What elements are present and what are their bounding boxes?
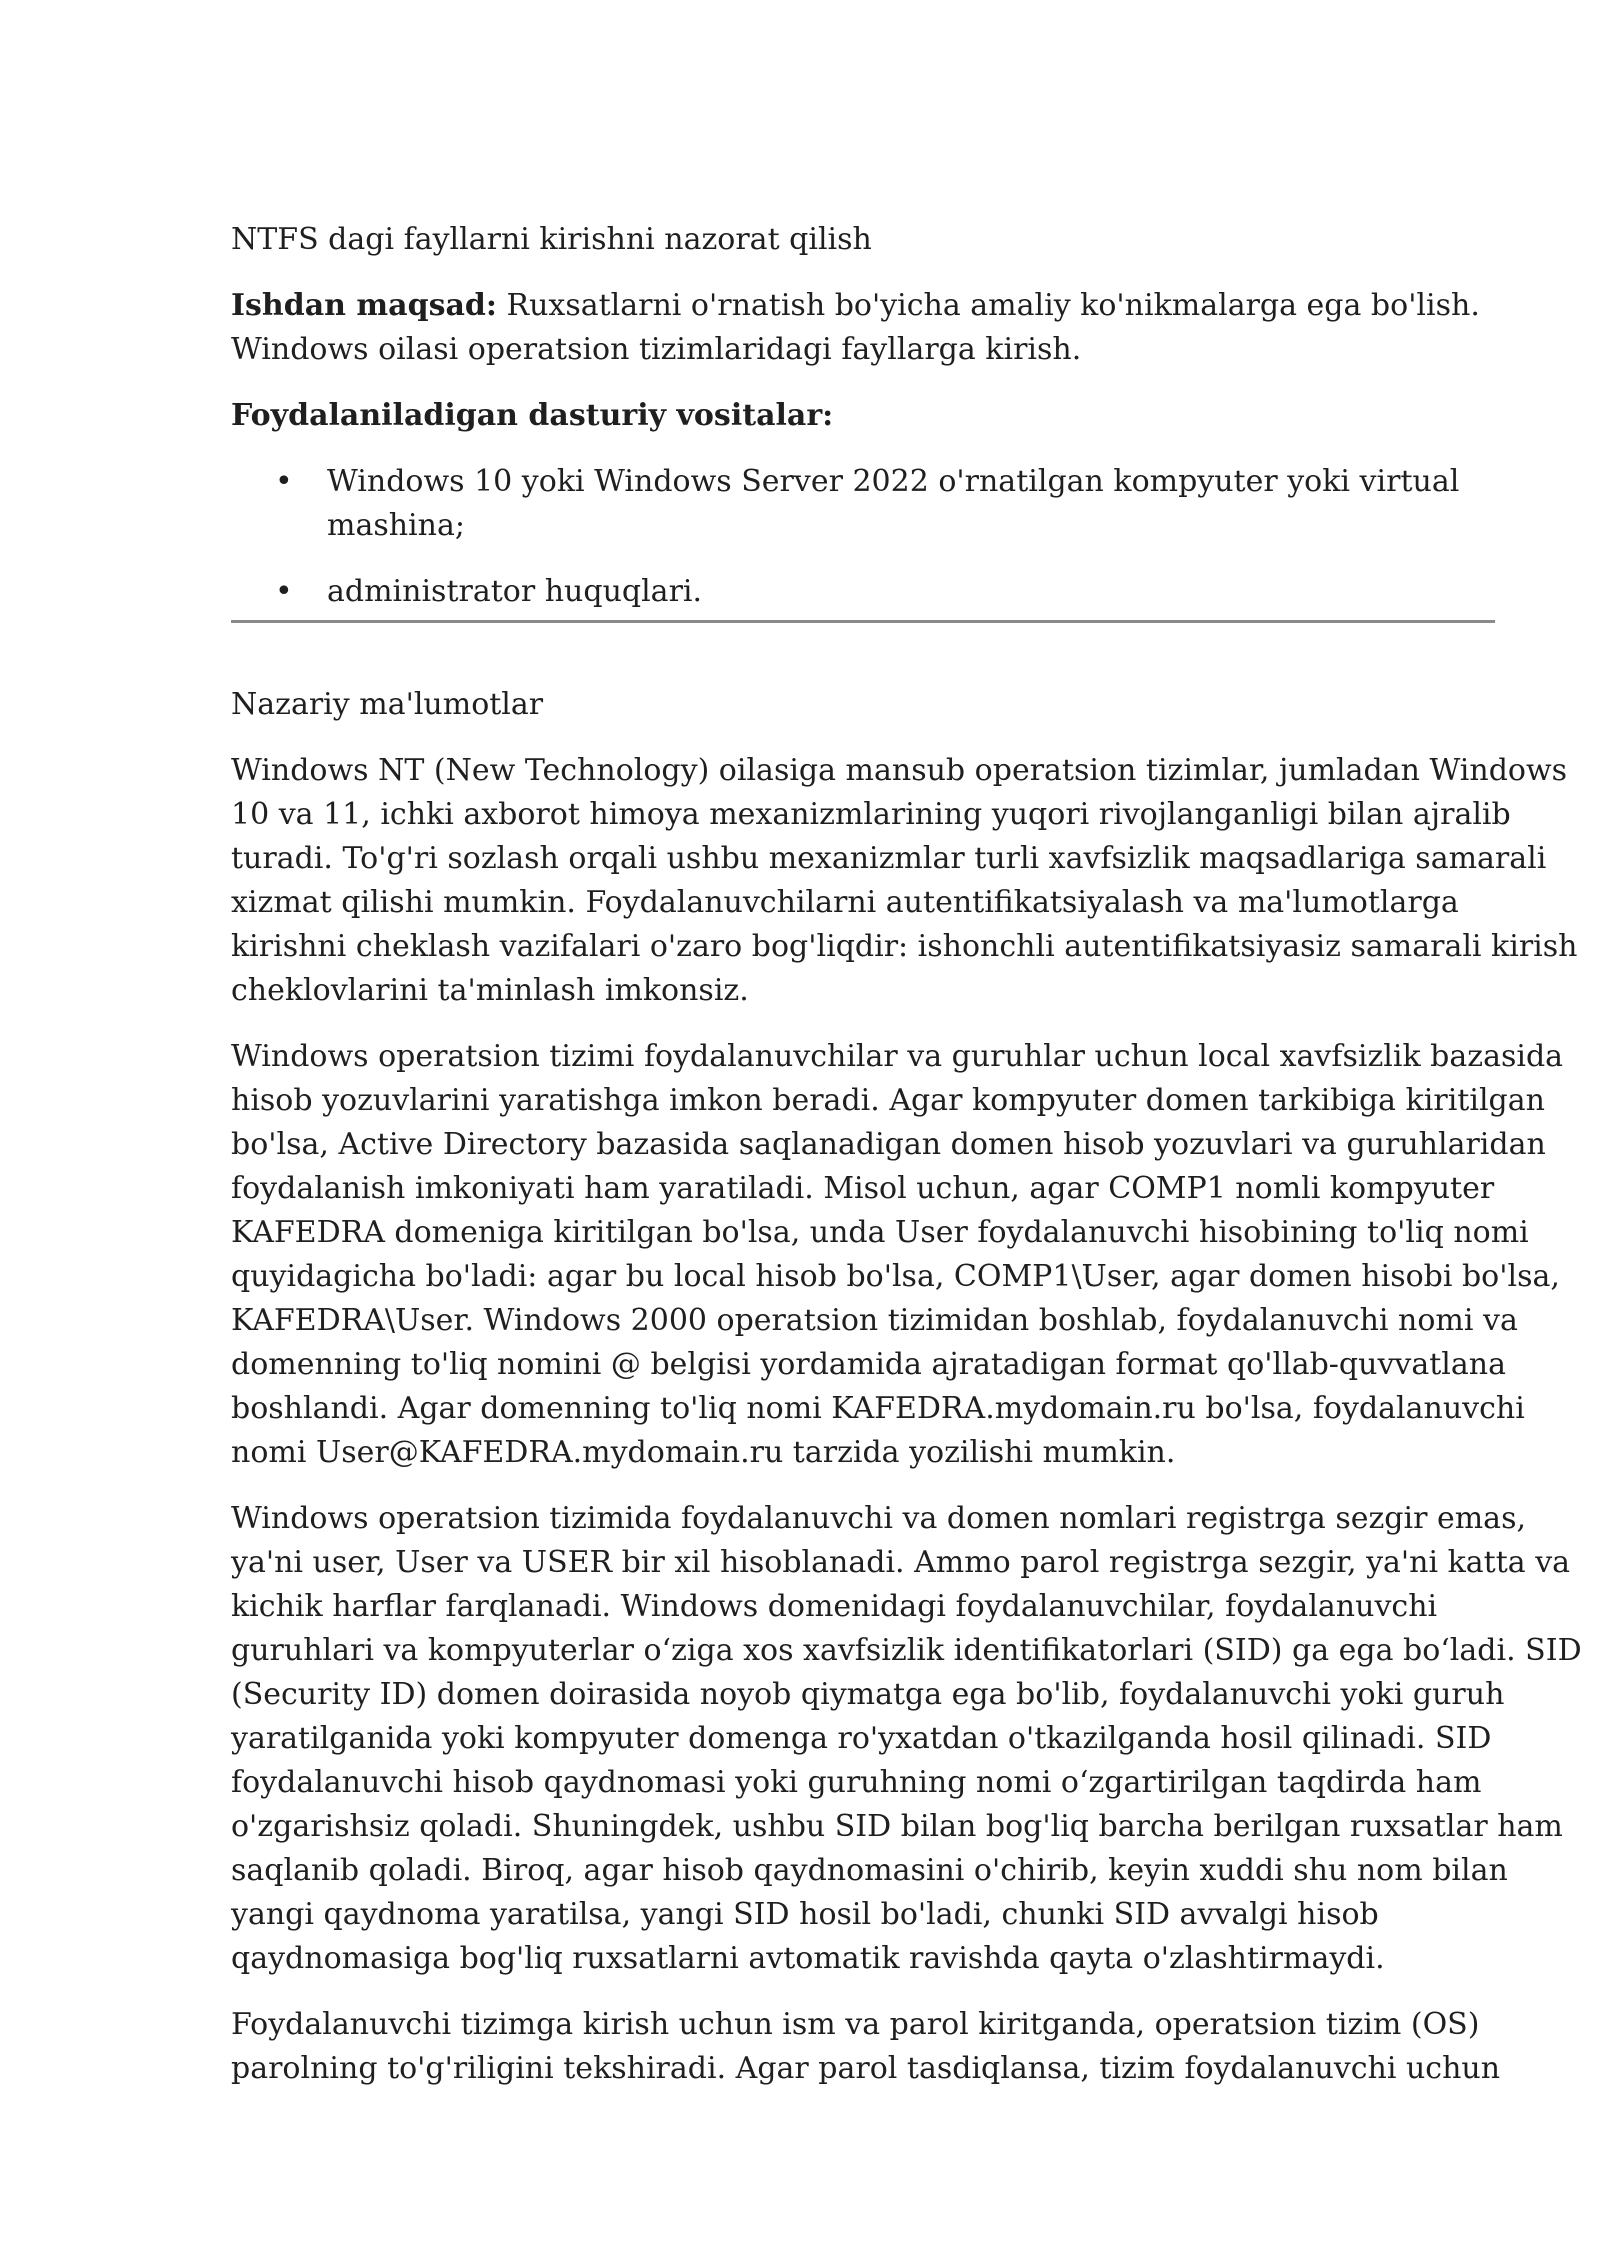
paragraph-line: nomi User@KAFEDRA.mydomain.ru tarzida yozilishi mumkin. — [231, 1435, 1176, 1470]
goal-text: Ruxsatlarni o'rnatish bo'yicha amaliy ko'nikmalarga ega bo'lish. — [496, 288, 1480, 323]
list-item-line: Windows 10 yoki Windows Server 2022 o'rnatilgan kompyuter yoki virtual — [327, 464, 1460, 499]
paragraph-line: Windows NT (New Technology) oilasiga mansub operatsion tizimlar, jumladan Windows — [231, 753, 1568, 788]
paragraph-line: Windows operatsion tizimi foydalanuvchilar va guruhlar uchun local xavfsizlik bazasida — [231, 1039, 1564, 1074]
paragraph-line: KAFEDRA domeniga kiritilgan bo'lsa, unda User foydalanuvchi hisobining to'liq nomi — [231, 1215, 1529, 1250]
list-item-line: mashina; — [327, 508, 465, 543]
paragraph-line: foydalanish imkoniyati ham yaratiladi. Misol uchun, agar COMP1 nomli kompyuter — [231, 1171, 1495, 1206]
theory-paragraph-3 — [231, 1497, 1582, 1981]
goal-line-2: Windows oilasi operatsion tizimlaridagi fayllarga kirish. — [231, 332, 1082, 367]
paragraph-line: xizmat qilishi mumkin. Foydalanuvchilarni autentifikatsiyalash va ma'lumotlarga — [231, 885, 1459, 920]
paragraph-line: ya'ni user, User va USER bir xil hisoblanadi. Ammo parol registrga sezgir, ya'ni katta va — [231, 1545, 1571, 1580]
paragraph-line: quyidagicha bo'ladi: agar bu local hisob bo'lsa, COMP1\User, agar domen hisobi bo'lsa, — [231, 1259, 1560, 1294]
theory-heading: Nazariy ma'lumotlar — [231, 687, 544, 722]
paragraph-line: yangi qaydnoma yaratilsa, yangi SID hosil bo'ladi, chunki SID avvalgi hisob — [231, 1897, 1379, 1932]
tools-list — [231, 460, 1495, 614]
goal-paragraph — [231, 284, 1495, 372]
paragraph-line: (Security ID) domen doirasida noyob qiymatga ega bo'lib, foydalanuvchi yoki guruh — [231, 1677, 1505, 1712]
paragraph-line: Windows operatsion tizimida foydalanuvchi va domen nomlari registrga sezgir emas, — [231, 1501, 1526, 1536]
document-title: NTFS dagi fayllarni kirishni nazorat qilish — [231, 222, 872, 257]
list-item — [231, 570, 1495, 614]
list-item — [231, 460, 1495, 548]
paragraph-line: hisob yozuvlarini yaratishga imkon beradi. Agar kompyuter domen tarkibiga kiritilgan — [231, 1083, 1545, 1118]
goal-line-1 — [231, 284, 1495, 328]
paragraph-line: bo'lsa, Active Directory bazasida saqlanadigan domen hisob yozuvlari va guruhlaridan — [231, 1127, 1546, 1162]
list-item-line: administrator huquqlari. — [327, 574, 703, 609]
paragraph-line: 10 va 11, ichki axborot himoya mexanizmlarining yuqori rivojlanganligi bilan ajralib — [231, 797, 1511, 832]
paragraph-line: domenning to'liq nomini @ belgisi yordamida ajratadigan format qo'llab-quvvatlana — [231, 1347, 1506, 1382]
theory-paragraph-4 — [231, 2003, 1501, 2091]
paragraph-line: yaratilganida yoki kompyuter domenga ro'yxatdan o'tkazilganda hosil qilinadi. SID — [231, 1721, 1492, 1756]
paragraph-line: Foydalanuvchi tizimga kirish uchun ism va parol kiritganda, operatsion tizim (OS) — [231, 2007, 1480, 2042]
paragraph-line: cheklovlarini ta'minlash imkonsiz. — [231, 973, 749, 1008]
paragraph-line: kirishni cheklash vazifalari o'zaro bog'liqdir: ishonchli autentifikatsiyasiz samarali kirish — [231, 929, 1578, 964]
paragraph-line: saqlanib qoladi. Biroq, agar hisob qaydnomasini o'chirib, keyin xuddi shu nom bilan — [231, 1853, 1508, 1888]
paragraph-line: turadi. To'g'ri sozlash orqali ushbu mexanizmlar turli xavfsizlik maqsadlariga samarali — [231, 841, 1547, 876]
goal-label: Ishdan maqsad: — [231, 288, 497, 323]
paragraph-line: KAFEDRA\User. Windows 2000 operatsion tizimidan boshlab, foydalanuvchi nomi va — [231, 1303, 1518, 1338]
tools-heading: Foydalaniladigan dasturiy vositalar: — [231, 398, 834, 433]
theory-paragraph-2 — [231, 1035, 1564, 1475]
paragraph-line: kichik harflar farqlanadi. Windows domenidagi foydalanuvchilar, foydalanuvchi — [231, 1589, 1438, 1624]
paragraph-line: parolning to'g'riligini tekshiradi. Agar parol tasdiqlansa, tizim foydalanuvchi uchun — [231, 2051, 1501, 2086]
document-page — [231, 218, 1582, 2113]
paragraph-line: foydalanuvchi hisob qaydnomasi yoki guruhning nomi o‘zgartirilgan taqdirda ham — [231, 1765, 1482, 1800]
bullet-icon: • — [275, 464, 293, 499]
paragraph-line: boshlandi. Agar domenning to'liq nomi KAFEDRA.mydomain.ru bo'lsa, foydalanuvchi — [231, 1391, 1525, 1426]
paragraph-line: o'zgarishsiz qoladi. Shuningdek, ushbu SID bilan bog'liq barcha berilgan ruxsatlar ham — [231, 1809, 1563, 1844]
paragraph-line: guruhlari va kompyuterlar o‘ziga xos xavfsizlik identifikatorlari (SID) ga ega bo‘ladi. SID — [231, 1633, 1582, 1668]
section-divider — [231, 620, 1495, 623]
bullet-icon: • — [275, 574, 293, 609]
theory-paragraph-1 — [231, 749, 1578, 1013]
paragraph-line: qaydnomasiga bog'liq ruxsatlarni avtomatik ravishda qayta o'zlashtirmaydi. — [231, 1941, 1385, 1976]
